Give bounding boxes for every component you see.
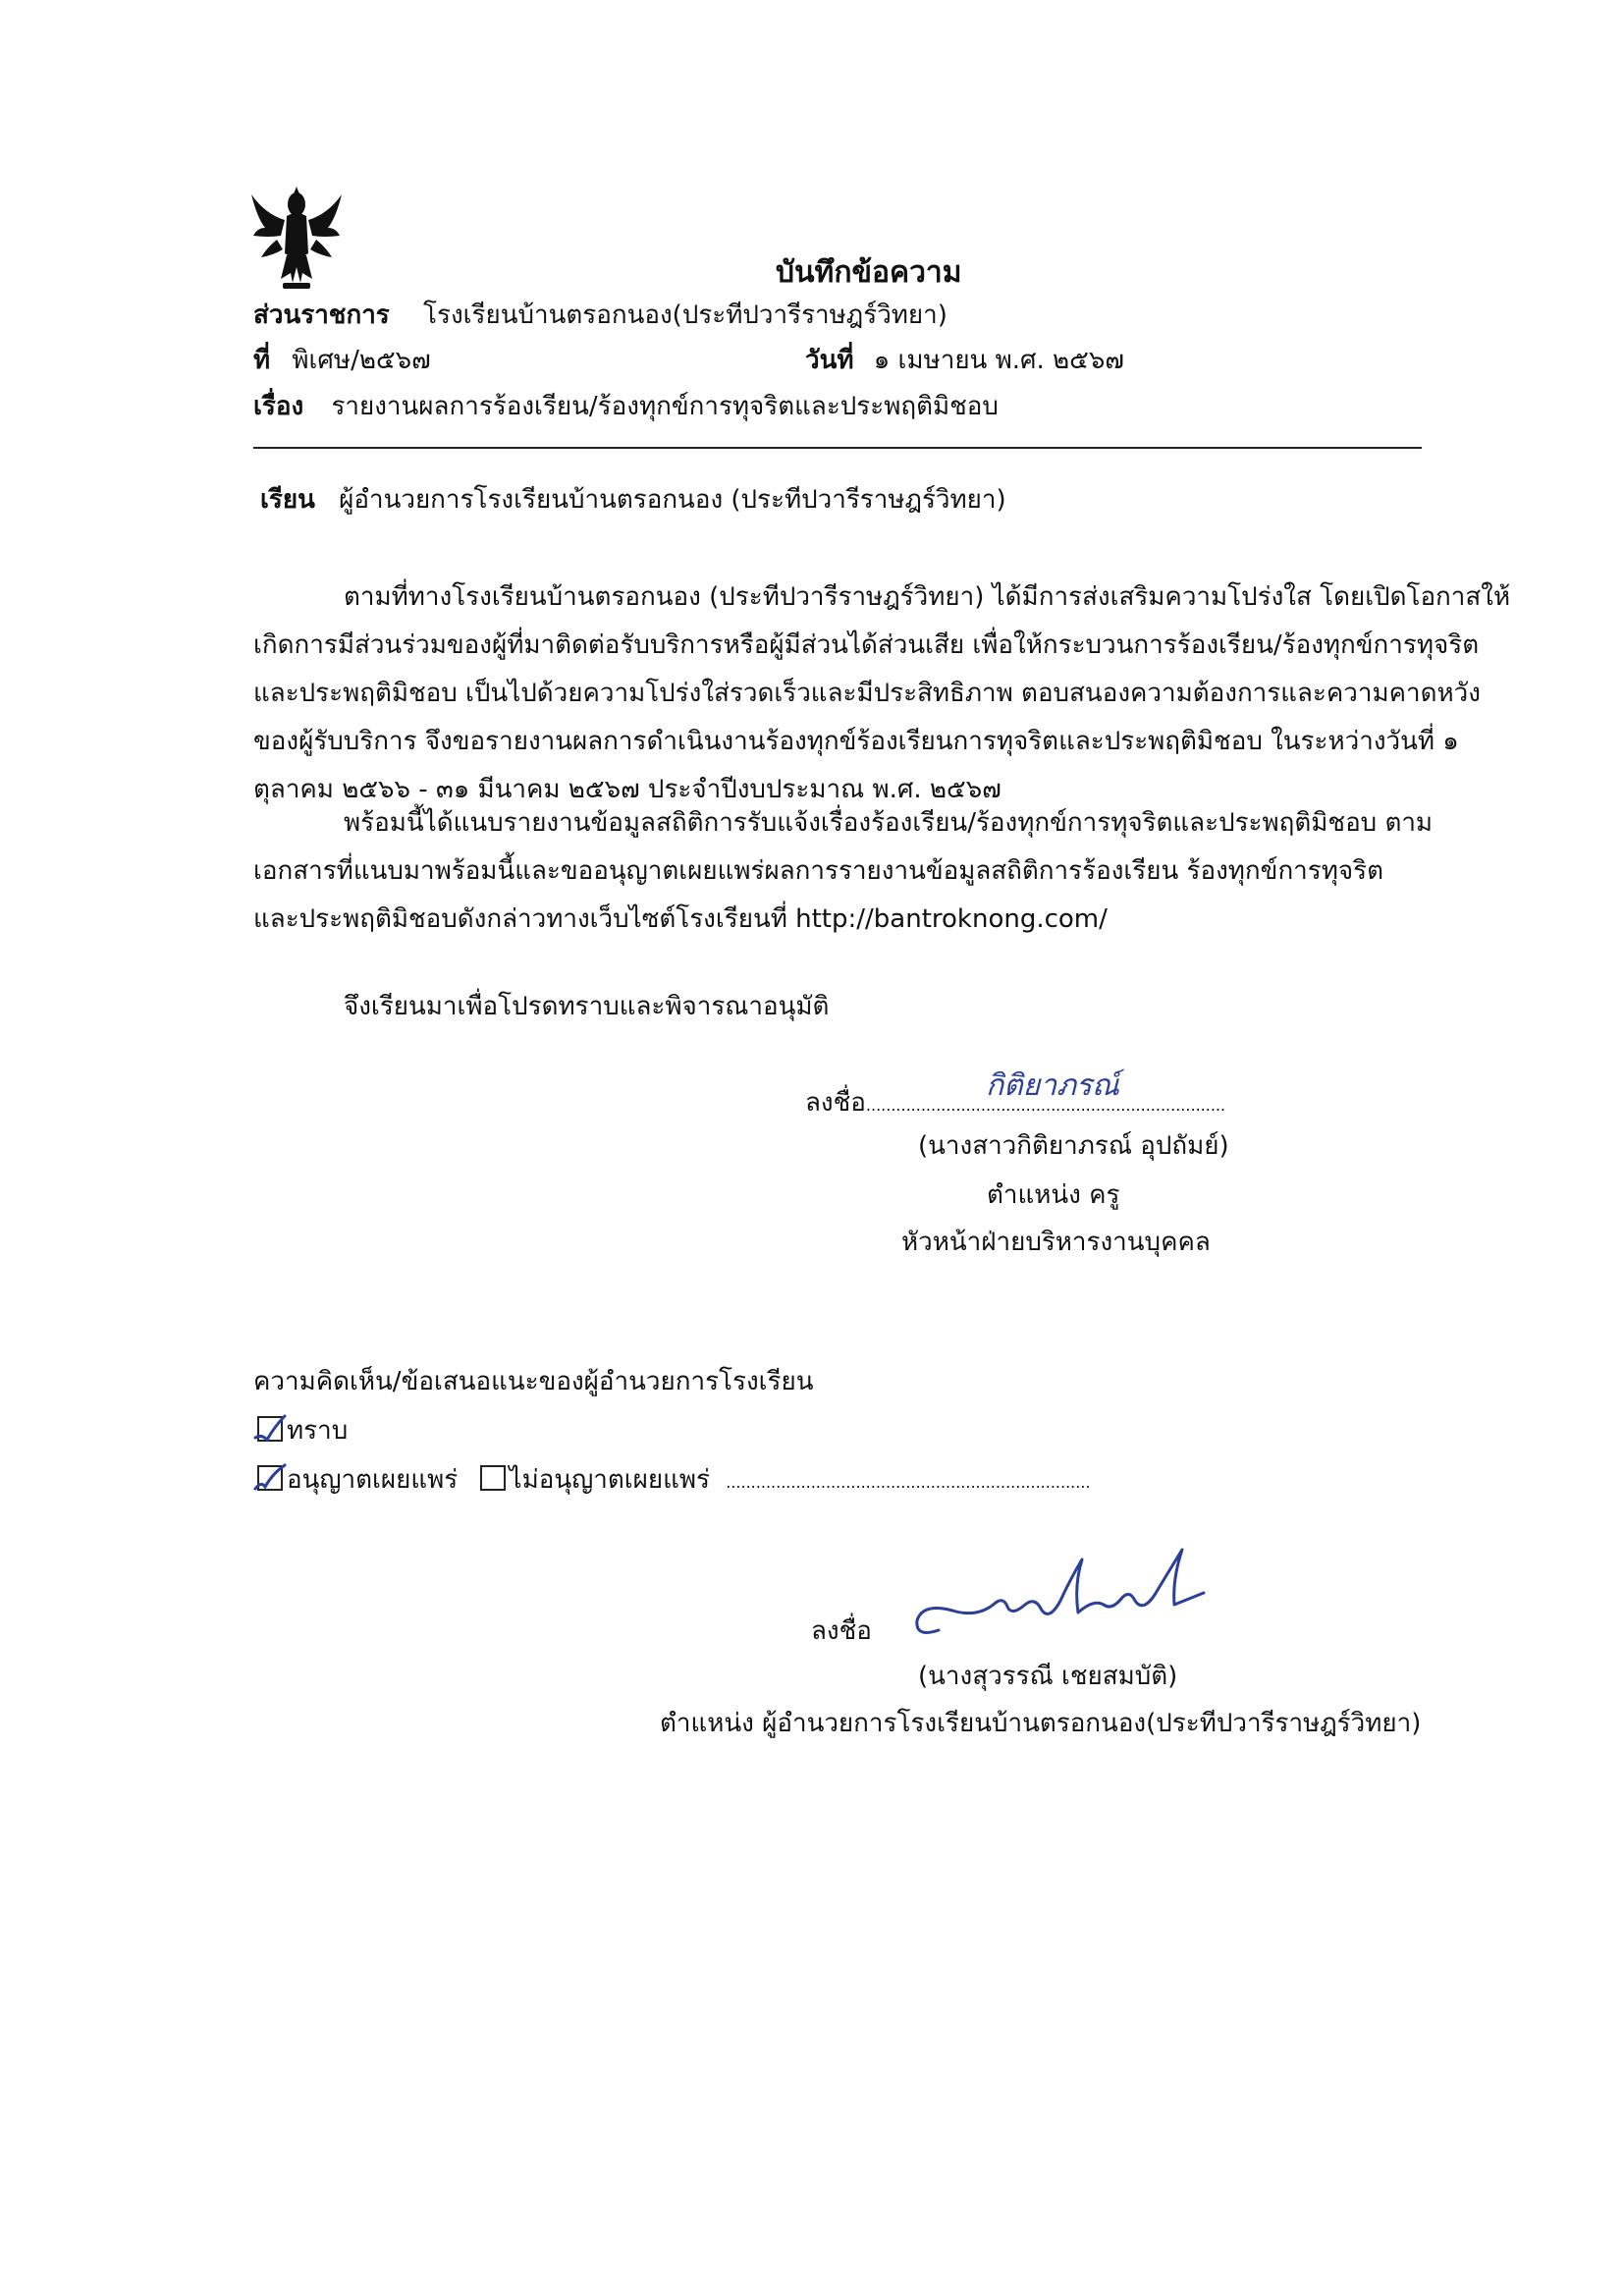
option-acknowledge[interactable] (257, 1414, 348, 1448)
subject-row (253, 390, 999, 423)
body-paragraph-2 (253, 799, 1481, 944)
option-allow[interactable] (257, 1465, 466, 1495)
director-position: ตำแหน่ง ผู้อำนวยการโรงเรียนบ้านตรอกนอง(ประทีปวารีราษฎร์วิทยา) (660, 1709, 1422, 1738)
signer1-role: หัวหน้าฝ่ายบริหารงานบุคคล (901, 1228, 1211, 1257)
deny-label: ไม่อนุญาตเผยแพร่ (509, 1465, 710, 1495)
body-line: ตามที่ทางโรงเรียนบ้านตรอกนอง (ประทีปวารีราษฎร์วิทยา) ได้มีการส่งเสริมความโปร่งใส โดยเปิดโอกาสให้ (344, 582, 1511, 612)
header-divider (253, 447, 1422, 449)
signer1-position: ตำแหน่ง ครู (987, 1180, 1120, 1210)
signer1-sign-label: ลงชื่อ (805, 1088, 866, 1118)
body-line: ของผู้รับบริการ จึงขอรายงานผลการดำเนินงานร้องทุกข์ร้องเรียนการทุจริตและประพฤติมิชอบ ในระหว่างวันที่ ๑ (253, 727, 1459, 756)
subject-label: เรื่อง (253, 392, 304, 421)
agency-label: ส่วนราชการ (253, 301, 390, 330)
reference-label: ที่ (253, 346, 271, 375)
body-line: ตุลาคม ๒๕๖๖ - ๓๑ มีนาคม ๒๕๖๗ ประจำปีงบประมาณ พ.ศ. ๒๕๖๗ (253, 775, 1001, 804)
body-line: เอกสารที่แนบมาพร้อมนี้และขออนุญาตเผยแพร่ผลการรายงานข้อมูลสถิติการร้องเรียน ร้องทุกข์การทุจริต (253, 856, 1383, 886)
signer1-signature: กิติยาภรณ์ (986, 1068, 1119, 1103)
director-sign-label: ลงชื่อ (811, 1616, 872, 1646)
closing-line: จึงเรียนมาเพื่อโปรดทราบและพิจารณาอนุมัติ (344, 992, 830, 1021)
body-line: เกิดการมีส่วนร่วมของผู้ที่มาติดต่อรับบริการหรือผู้มีส่วนได้ส่วนเสีย เพื่อให้กระบวนการร้องเรียน/ร้องทุกข์การทุจริต (253, 630, 1480, 660)
director-opinion-label: ความคิดเห็น/ข้อเสนอแนะของผู้อำนวยการโรงเรียน (253, 1367, 814, 1396)
body-paragraph-1 (253, 574, 1511, 814)
allow-checkbox[interactable] (257, 1465, 283, 1491)
acknowledge-checkbox[interactable] (257, 1416, 283, 1442)
addressee-row (260, 483, 1006, 517)
garuda-emblem-icon (247, 185, 346, 295)
acknowledge-label: ทราบ (287, 1416, 349, 1446)
allow-label: อนุญาตเผยแพร่ (287, 1465, 459, 1495)
deny-checkbox[interactable] (480, 1465, 506, 1491)
date-label: วันที่ (805, 346, 854, 375)
body-line: พร้อมนี้ได้แนบรายงานข้อมูลสถิติการรับแจ้งเรื่องร้องเรียน/ร้องทุกข์การทุจริตและประพฤติมิชอบ ตาม (344, 808, 1434, 838)
addressee-label: เรียน (260, 485, 315, 515)
subject-value: รายงานผลการร้องเรียน/ร้องทุกข์การทุจริตและประพฤติมิชอบ (331, 392, 999, 421)
date-row (805, 344, 1124, 377)
agency-row (253, 299, 947, 332)
option-deny[interactable] (480, 1465, 719, 1495)
body-line: และประพฤติมิชอบ เป็นไปด้วยความโปร่งใส่รวดเร็วและมีประสิทธิภาพ ตอบสนองความต้องการและความคาดหวัง (253, 679, 1481, 708)
option-dots: ......................................................................... (726, 1473, 1091, 1492)
director-name: (นางสุวรรณี เชยสมบัติ) (918, 1662, 1178, 1691)
reference-row (253, 344, 431, 377)
reference-value: พิเศษ/๒๕๖๗ (292, 346, 431, 375)
addressee-value: ผู้อำนวยการโรงเรียนบ้านตรอกนอง (ประทีปวารีราษฎร์วิทยา) (339, 485, 1006, 515)
document-title: บันทึกข้อความ (776, 255, 962, 290)
signer1-sign-dots: ........................................................................ (865, 1096, 1226, 1115)
body-line: และประพฤติมิชอบดังกล่าวทางเว็บไซต์โรงเรียนที่ http://bantroknong.com/ (253, 904, 1108, 934)
director-signature (909, 1540, 1223, 1652)
signer1-name: (นางสาวกิติยาภรณ์ อุปถัมย์) (918, 1131, 1229, 1161)
option-publish-row (257, 1463, 1091, 1500)
date-value: ๑ เมษายน พ.ศ. ๒๕๖๗ (873, 346, 1124, 375)
agency-value: โรงเรียนบ้านตรอกนอง(ประทีปวารีราษฎร์วิทยา) (423, 301, 947, 330)
